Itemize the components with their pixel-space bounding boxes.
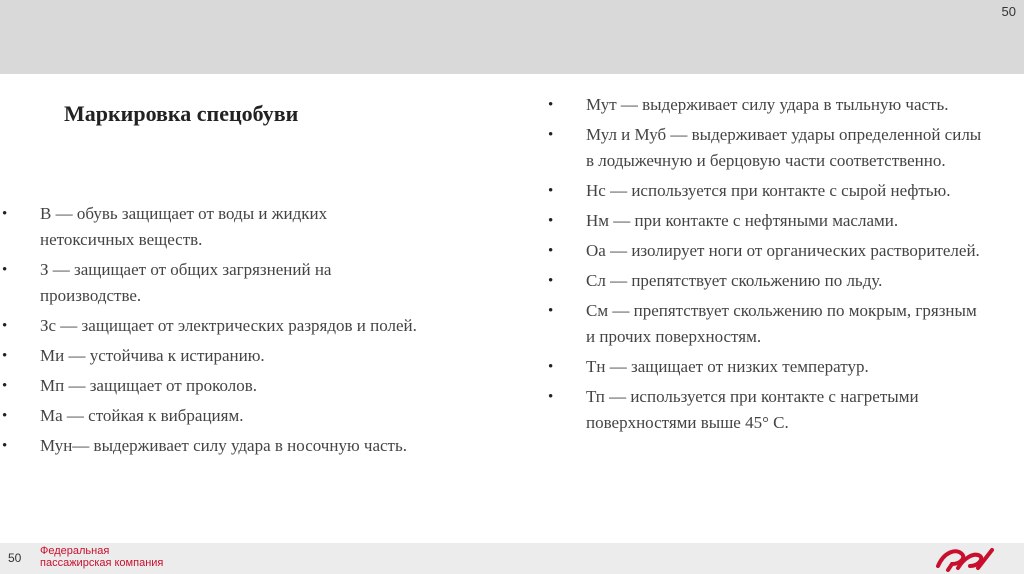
right-bullet-list — [548, 92, 986, 440]
bullet-icon: • — [548, 127, 554, 143]
company-line-2: пассажирская компания — [40, 557, 164, 569]
bullet-icon: • — [2, 318, 8, 334]
bullet-icon: • — [2, 378, 8, 394]
list-item: • Ма — стойкая к вибрациям. — [40, 403, 420, 429]
bullet-icon: • — [548, 213, 554, 229]
bullet-icon: • — [2, 348, 8, 364]
bullet-icon: • — [548, 389, 554, 405]
bullet-icon: • — [2, 438, 8, 454]
list-item: • Мп — защищает от проколов. — [40, 373, 420, 399]
list-item: • Нс — используется при контакте с сырой нефтью. — [586, 178, 986, 204]
bullet-icon: • — [548, 359, 554, 375]
list-item: • З — защищает от общих загрязнений на производстве. — [40, 257, 420, 309]
list-item: • Мут — выдерживает силу удара в тыльную часть. — [586, 92, 986, 118]
bullet-icon: • — [548, 303, 554, 319]
list-item: • Тп — используется при контакте с нагретыми поверхностями выше 45° С. — [586, 384, 986, 436]
footer-page-number: 50 — [8, 551, 22, 565]
company-name — [40, 545, 163, 569]
list-item: • Нм — при контакте с нефтяными маслами. — [586, 208, 986, 234]
slide-title: Маркировка спецобуви — [64, 101, 299, 126]
bullet-icon: • — [2, 408, 8, 424]
bullet-icon: • — [2, 262, 8, 278]
list-item: • Ми — устойчива к истиранию. — [40, 343, 420, 369]
list-item: • Тн — защищает от низких температур. — [586, 354, 986, 380]
bullet-icon: • — [548, 243, 554, 259]
list-item: • Оа — изолирует ноги от органических растворителей. — [586, 238, 986, 264]
header-page-number: 50 — [1001, 4, 1016, 19]
list-item: • В — обувь защищает от воды и жидких нетоксичных веществ. — [40, 201, 420, 253]
list-item: • Мул и Муб — выдерживает удары определенной силы в лодыжечную и берцовую части соответственно. — [586, 122, 986, 174]
bullet-icon: • — [548, 273, 554, 289]
rzd-logo-icon — [934, 544, 996, 572]
header-bar — [0, 0, 1024, 74]
bullet-icon: • — [548, 97, 554, 113]
list-item: • Сл — препятствует скольжению по льду. — [586, 268, 986, 294]
list-item: • Мун— выдерживает силу удара в носочную часть. — [40, 433, 420, 459]
company-line-1: Федеральная — [40, 545, 110, 557]
list-item: • См — препятствует скольжению по мокрым, грязным и прочих поверхностям. — [586, 298, 986, 350]
list-item: • Зс — защищает от электрических разрядов и полей. — [40, 313, 420, 339]
bullet-icon: • — [548, 183, 554, 199]
left-bullet-list — [2, 201, 420, 463]
bullet-icon: • — [2, 206, 8, 222]
